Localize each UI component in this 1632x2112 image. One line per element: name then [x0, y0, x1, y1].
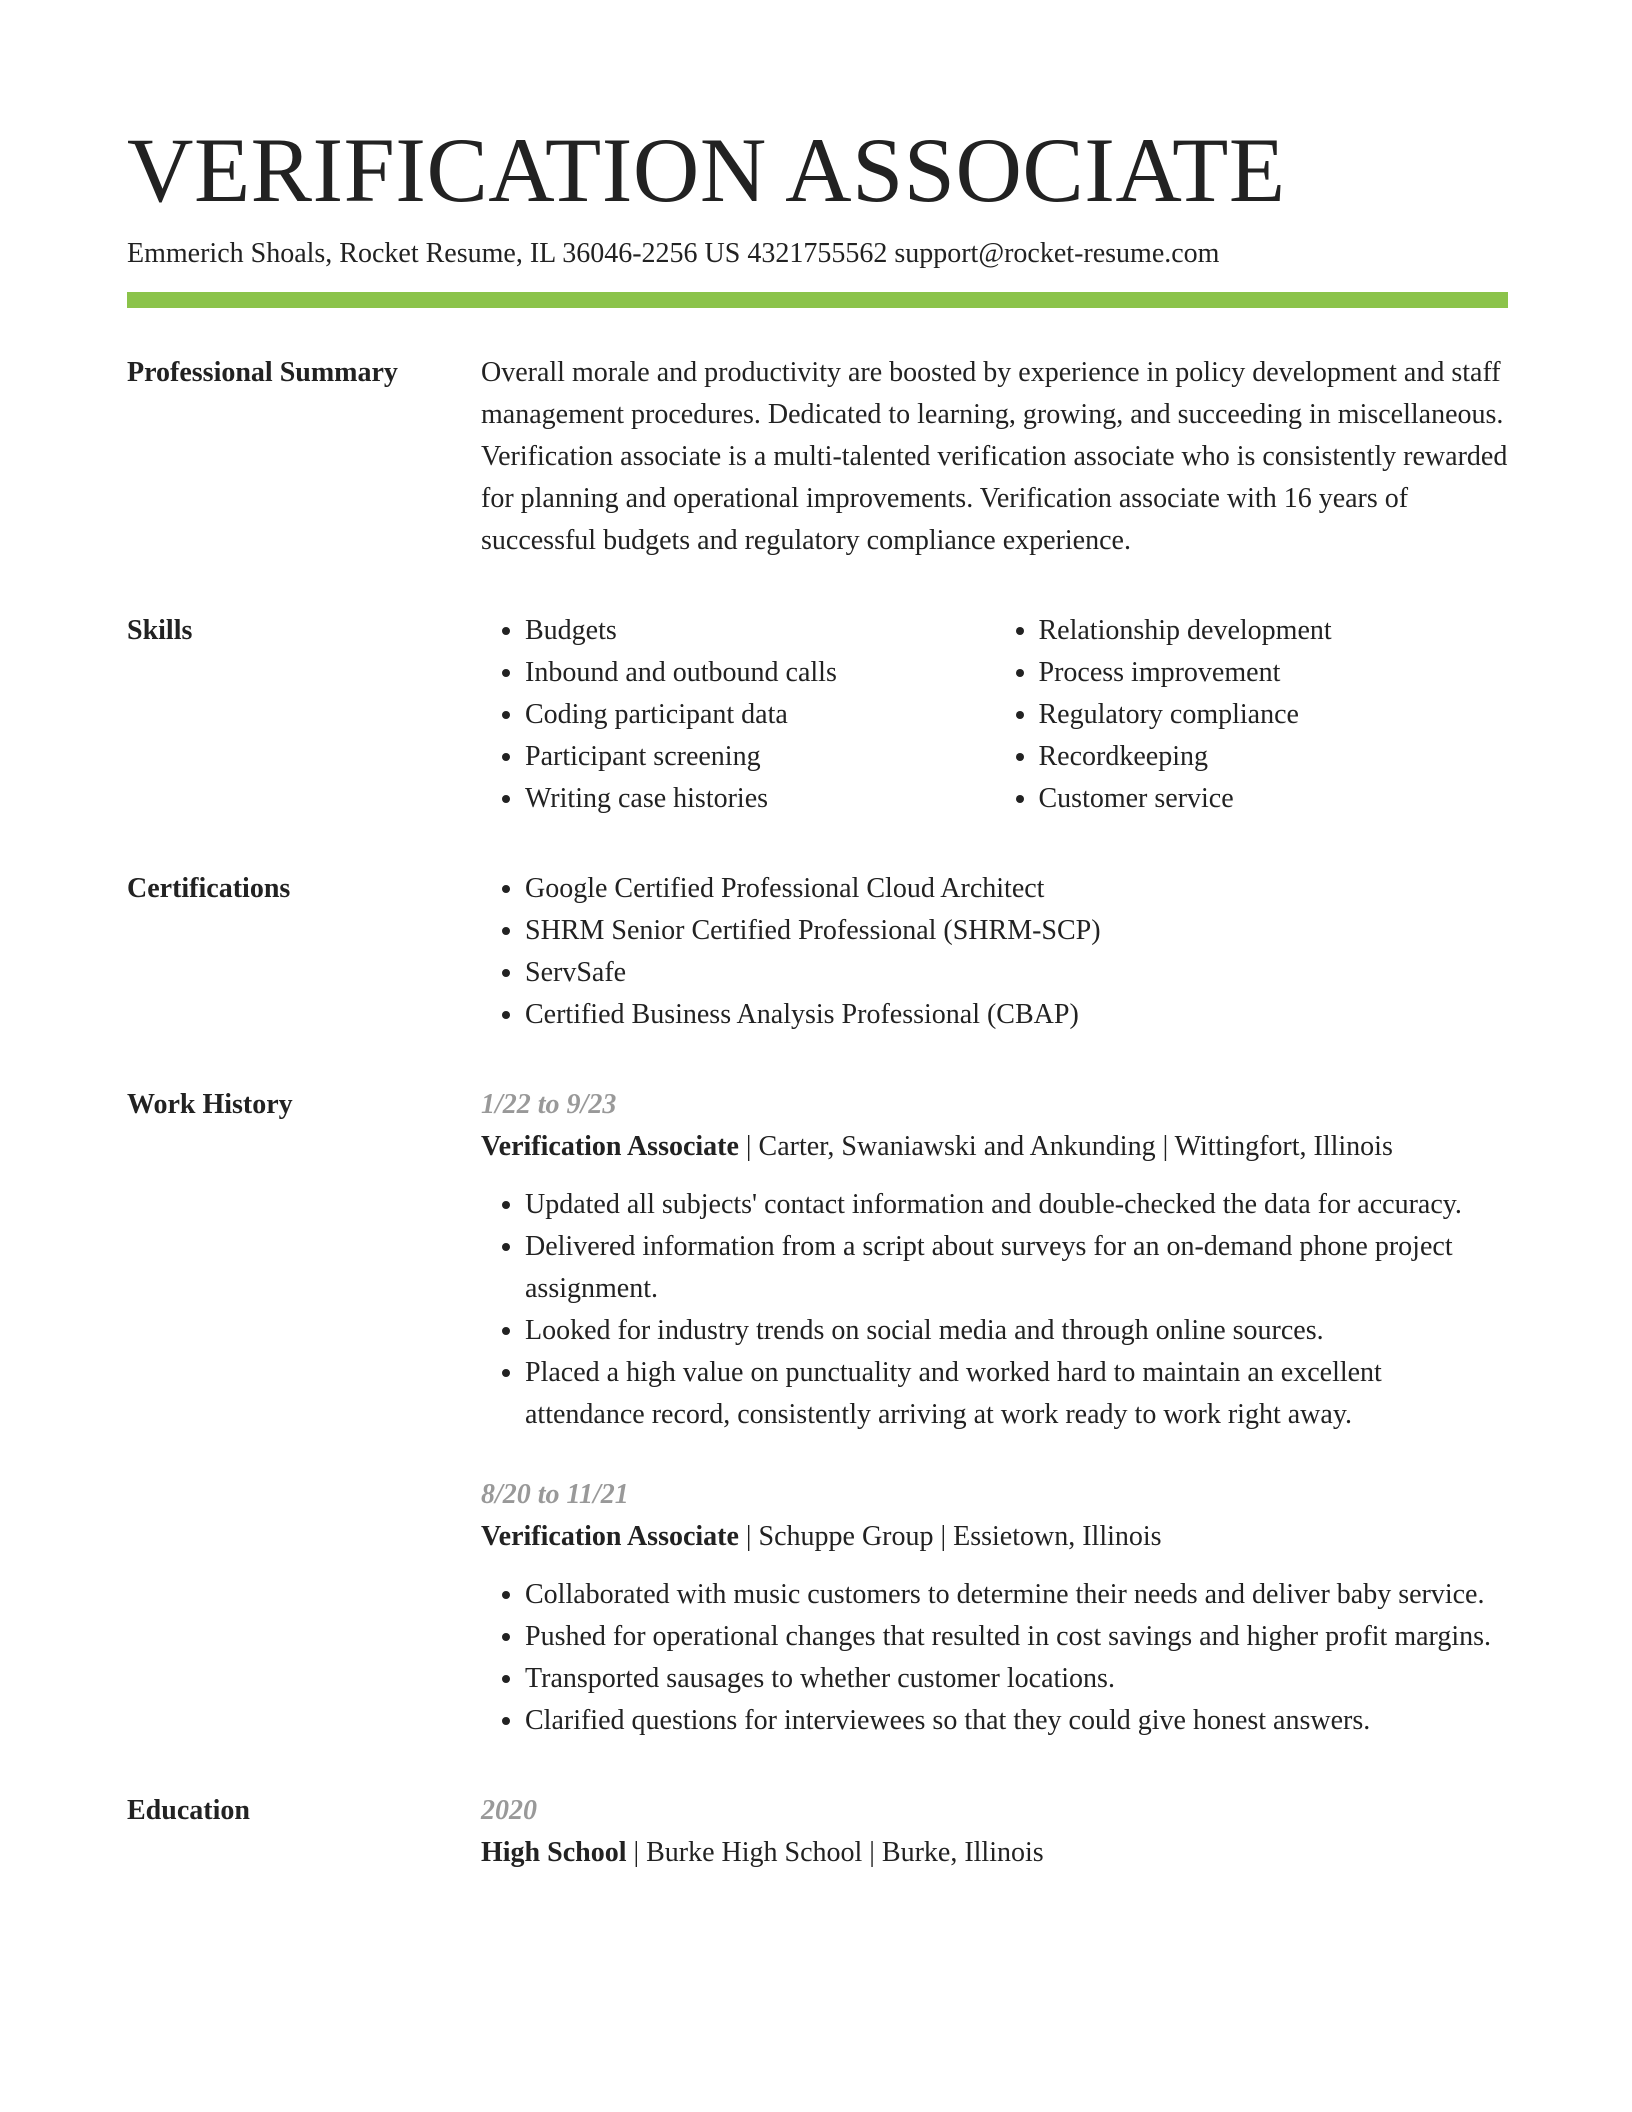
job-title-line [481, 1126, 1508, 1168]
work-history-section [127, 1084, 1508, 1742]
certification-item: • SHRM Senior Certified Professional (SHRM-SCP) [525, 910, 1508, 952]
job-bullets [481, 1184, 1508, 1436]
certifications-heading: Certifications [127, 873, 291, 904]
summary-section [127, 352, 1508, 562]
certification-item: • Certified Business Analysis Professional (CBAP) [525, 994, 1508, 1036]
job-employer-location: | Carter, Swaniawski and Ankunding | Wittingfort, Illinois [738, 1131, 1393, 1162]
skill-item: • Budgets [525, 610, 995, 652]
education-date: 2020 [481, 1795, 537, 1826]
job-employer-location: | Schuppe Group | Essietown, Illinois [738, 1521, 1162, 1552]
skills-section [127, 610, 1508, 820]
skills-column-1 [481, 610, 995, 820]
certification-item: • Google Certified Professional Cloud Architect [525, 868, 1508, 910]
skill-item: • Coding participant data [525, 694, 995, 736]
skill-item: • Process improvement [1039, 652, 1509, 694]
job-bullet: • Placed a high value on punctuality and worked hard to maintain an excellent attendance record, consistently arriving at work ready to work right away. [525, 1352, 1508, 1436]
skills-grid [481, 610, 1508, 820]
skill-item: • Writing case histories [525, 778, 995, 820]
certifications-section [127, 868, 1508, 1036]
resume-title: VERIFICATION ASSOCIATE [127, 119, 1286, 221]
job-bullets [481, 1574, 1508, 1742]
education-degree: High School [481, 1837, 627, 1868]
work-history-heading: Work History [127, 1089, 293, 1120]
skill-item: • Participant screening [525, 736, 995, 778]
job-role: Verification Associate [481, 1521, 739, 1552]
skill-item: • Customer service [1039, 778, 1509, 820]
job-title-line [481, 1516, 1508, 1558]
job-entry [481, 1084, 1508, 1436]
skill-item: • Recordkeeping [1039, 736, 1509, 778]
job-dates: 8/20 to 11/21 [481, 1479, 629, 1510]
education-heading: Education [127, 1795, 250, 1826]
job-bullet: • Clarified questions for interviewees so that they could give honest answers. [525, 1700, 1508, 1742]
job-bullet: • Delivered information from a script about surveys for an on-demand phone project assignment. [525, 1226, 1508, 1310]
job-bullet: • Collaborated with music customers to determine their needs and deliver baby service. [525, 1574, 1508, 1616]
education-line [481, 1832, 1508, 1874]
summary-text: Overall morale and productivity are boosted by experience in policy development and staff management procedures. Dedicated to learning, growing, and succeeding in miscellaneous. Verification associate is a multi-talented verification associate who is consistently rewarded for planning and operational improvements. Verification associate with 16 years of successful budgets and regulatory compliance experience. [481, 357, 1508, 556]
certification-item: • ServSafe [525, 952, 1508, 994]
contact-line: Emmerich Shoals, Rocket Resume, IL 36046-2256 US 4321755562 support@rocket-resume.com [127, 238, 1220, 269]
skills-heading: Skills [127, 615, 193, 646]
job-bullet: • Updated all subjects' contact information and double-checked the data for accuracy. [525, 1184, 1508, 1226]
skill-item: • Relationship development [1039, 610, 1509, 652]
skills-column-2 [995, 610, 1509, 820]
job-role: Verification Associate [481, 1131, 739, 1162]
job-bullet: • Pushed for operational changes that resulted in cost savings and higher profit margins. [525, 1616, 1508, 1658]
summary-heading: Professional Summary [127, 357, 398, 388]
job-entry [481, 1474, 1508, 1742]
education-school-location: | Burke High School | Burke, Illinois [626, 1837, 1044, 1868]
education-section [127, 1790, 1508, 1874]
skill-item: • Regulatory compliance [1039, 694, 1509, 736]
job-bullet: • Transported sausages to whether customer locations. [525, 1658, 1508, 1700]
accent-divider [127, 292, 1508, 308]
skill-item: • Inbound and outbound calls [525, 652, 995, 694]
certifications-list [481, 868, 1508, 1036]
job-bullet: • Looked for industry trends on social media and through online sources. [525, 1310, 1508, 1352]
job-dates: 1/22 to 9/23 [481, 1089, 617, 1120]
